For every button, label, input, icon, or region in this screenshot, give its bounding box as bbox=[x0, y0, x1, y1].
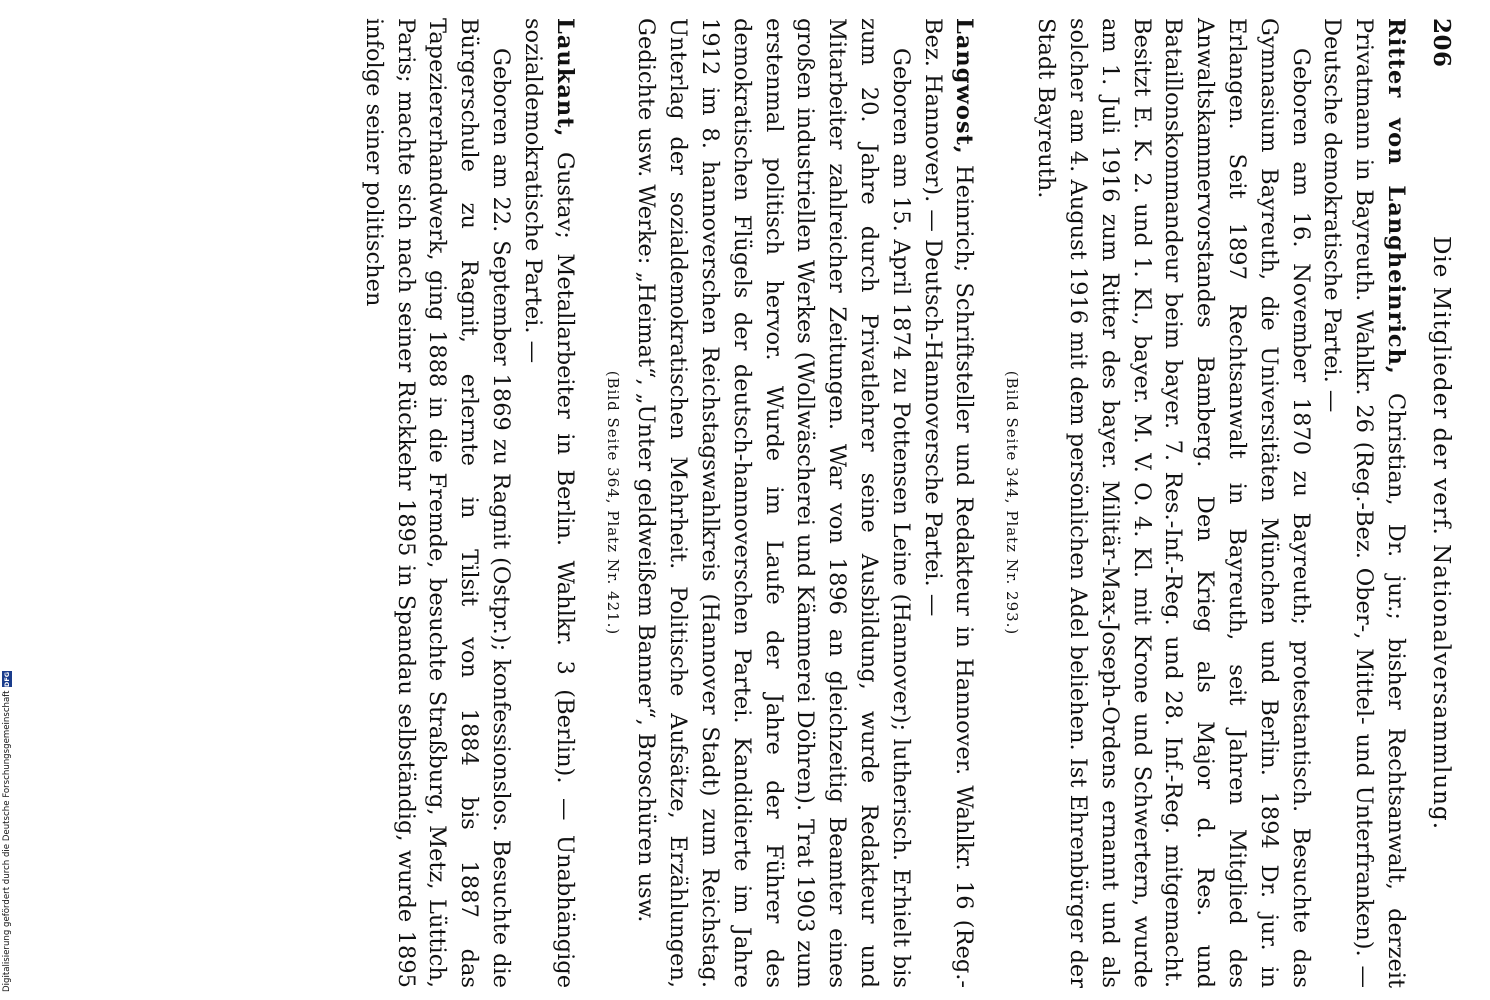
image-reference: (Bild Seite 344, Platz Nr. 293.) bbox=[1003, 370, 1022, 636]
entry-summary: Gustav; Metallarbeiter in Berlin. Wahlkr. 3 (Berlin). — Unabhängige sozialdemokratische Partei. — bbox=[519, 18, 578, 989]
page-number: 206 bbox=[1428, 18, 1455, 68]
entry-biography: Geboren am 15. April 1874 zu Pottensen Leine (Hannover); lutherisch. Erhielt bis zum 20. Jahre durch Privatlehrer seine Ausbildung, wurde Redakteur und Mitarbeiter zahlreicher Zeitungen. War von 1896 an gleichzeitig Beamter eines großen industriellen Werkes (Wollwäscherei und Kämmerei Döhren). Trat 1903 zum erstenmal politisch hervor. Wurde im Laufe der Jahre der Führer des demokratischen Flügels der deutsch-hannoverschen Partei. Kandidierte im Jahre 1912 im 8. hannoverschen Reichstagswahlkreis (Hannover Stadt) zum Reichstag. Unterlag der sozialdemokratischen Mehrheit. Politische Aufsätze, Erzählungen, Gedichte usw. Werke: „Heimat“, „Unter geldweißem Banner“, Broschüren usw. bbox=[633, 18, 914, 988]
entry-langheinrich bbox=[1001, 18, 1411, 988]
entry-langwost bbox=[602, 18, 980, 988]
page-header bbox=[1411, 18, 1455, 988]
entry-laukant bbox=[357, 18, 580, 988]
entry-summary: Christian, Dr. jur.; bisher Rechtsanwalt, derzeit Privatmann in Bayreuth. Wahlkr. 26 (Reg.-Bez. Ober-, Mittel- und Unterfranken). — Deutsche demokratische Partei. — bbox=[1319, 18, 1409, 989]
entry-summary: Heinrich; Schriftsteller und Redakteur in Hannover. Wahlkr. 16 (Reg.-Bez. Hannover). — Deutsch-Hannoversche Partei. — bbox=[919, 18, 978, 988]
digitization-credit bbox=[1, 602, 13, 992]
entry-name: Langwost, bbox=[951, 18, 978, 155]
dfg-logo-icon: DFG bbox=[3, 671, 11, 688]
image-reference: (Bild Seite 364, Platz Nr. 421.) bbox=[603, 370, 622, 636]
rotated-page bbox=[80, 18, 1455, 988]
body-text bbox=[357, 18, 1411, 988]
entry-biography: Geboren am 16. November 1870 zu Bayreuth; protestantisch. Besuchte das Gymnasium Bayreuth, die Universitäten München und Berlin. 1894 Dr. jur. in Erlangen. Seit 1897 Rechtsanwalt in Bayreuth, seit Jahren Mitglied des Anwaltskammervorstandes Bamberg. Den Krieg als Major d. Res. und Bataillonskommandeur beim bayer. 7. Res.-Inf.-Reg. und 28. Inf.-Reg. mitgemacht. Besitzt E. K. 2. und 1. Kl., bayer. M. V. O. 4. Kl. mit Krone und Schwertern, wurde am 1. Juli 1916 zum Ritter des bayer. Militär-Max-Joseph-Ordens ernannt und als solcher am 4. August 1916 mit dem persönlichen Adel beliehen. Ist Ehrenbürger der Stadt Bayreuth. bbox=[1033, 18, 1314, 988]
credit-text: Digitalisierung gefördert durch die Deutsche Forschungsgemeinschaft bbox=[2, 690, 12, 992]
entry-name: Ritter von Langheinrich, bbox=[1383, 18, 1409, 375]
running-title: Die Mitglieder der verf. Nationalversammlung. bbox=[1428, 235, 1454, 831]
entry-name: Laukant, bbox=[551, 18, 578, 138]
entry-biography: Geboren am 22. September 1869 zu Ragnit (Ostpr.); konfessionslos. Besuchte die Bürgerschule zu Ragnit, erlernte in Tilsit von 1884 bis 1887 das Tapeziererhandwerk, ging 1888 in die Fremde, besuchte Straßburg, Metz, Lüttich, Paris; machte sich nach seiner Rückkehr 1895 in Spandau selbständig, wurde 1895 infolge seiner politischen bbox=[360, 18, 515, 988]
